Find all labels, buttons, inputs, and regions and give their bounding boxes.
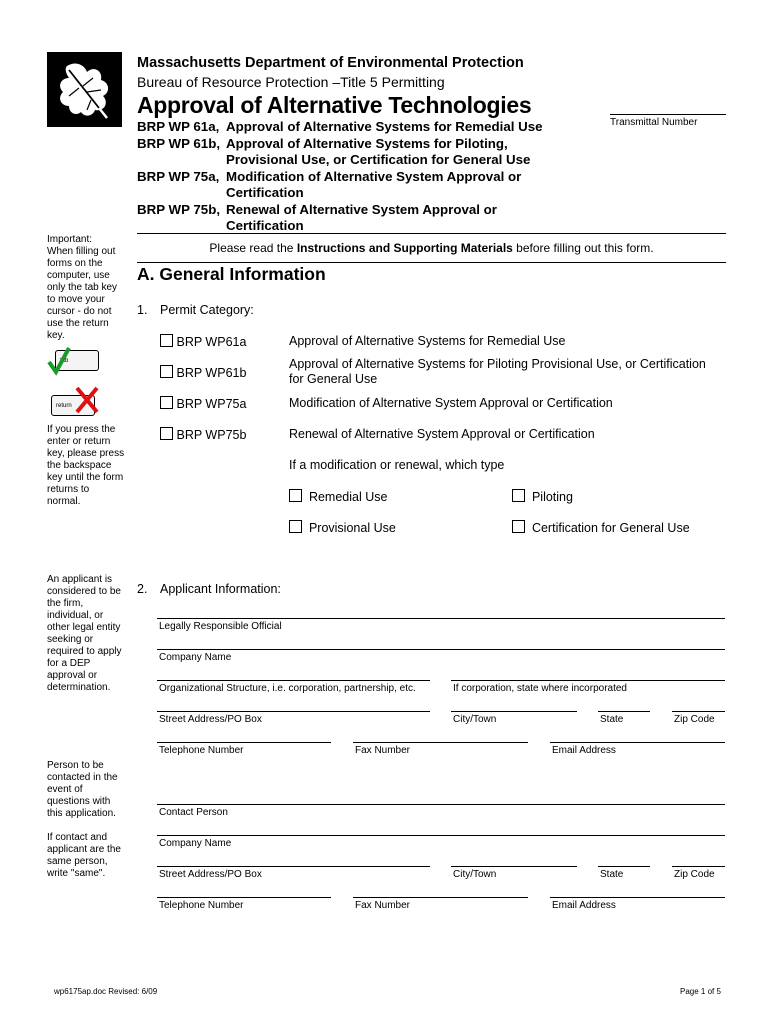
contact-fax-field[interactable]: [353, 897, 528, 898]
form-desc-cont: Certification: [226, 218, 304, 233]
form-desc: Approval of Alternative Systems for Piloting,: [226, 135, 508, 151]
section-a-title: A. General Information: [137, 264, 326, 284]
contact-street-field[interactable]: [157, 866, 430, 867]
category-wp75b[interactable]: BRP WP75b: [160, 427, 246, 442]
form-list: [137, 119, 543, 235]
checkbox[interactable]: [160, 396, 173, 409]
city-field[interactable]: [451, 711, 577, 712]
transmittal-number-field[interactable]: [610, 114, 726, 115]
form-desc: Renewal of Alternative System Approval or: [226, 201, 497, 217]
category-wp75a[interactable]: BRP WP75a: [160, 396, 246, 411]
important-note: Important: When filling out forms on the computer, use only the tab key to move your cursor - do not use the return key.: [47, 234, 118, 341]
contact-phone-label: Telephone Number: [159, 900, 244, 911]
agency-name: Massachusetts Department of Environmental Protection: [137, 55, 524, 71]
fax-label: Fax Number: [355, 745, 411, 756]
footer-revision: wp6175ap.doc Revised: 6/09: [54, 987, 158, 996]
instructions-note: Please read the Instructions and Supporting Materials before filling out this form.: [209, 241, 654, 255]
divider: [137, 262, 726, 263]
form-code: BRP WP 75b,: [137, 201, 221, 217]
applicant-note: An applicant is considered to be the firm, individual, or other legal entity seeking or required to apply for a DEP approval or determination.: [47, 574, 122, 693]
enter-key-note: If you press the enter or return key, please press the backspace key until the form returns to normal.: [47, 424, 125, 507]
checkbox[interactable]: [512, 489, 525, 502]
tab-key-icon: tab: [55, 350, 99, 371]
official-label: Legally Responsible Official: [159, 621, 282, 632]
contact-city-field[interactable]: [451, 866, 577, 867]
checkbox[interactable]: [512, 520, 525, 533]
city-label: City/Town: [453, 714, 497, 725]
type-certification[interactable]: Certification for General Use: [512, 520, 690, 535]
fax-field[interactable]: [353, 742, 528, 743]
bureau-name: Bureau of Resource Protection –Title 5 Permitting: [137, 74, 445, 90]
phone-field[interactable]: [157, 742, 331, 743]
checkbox[interactable]: [289, 520, 302, 533]
transmittal-number-label: Transmittal Number: [610, 117, 698, 128]
org-structure-field[interactable]: [157, 680, 430, 681]
state-label: State: [600, 714, 624, 725]
zip-field[interactable]: [672, 711, 725, 712]
divider: [137, 233, 726, 234]
form-desc: Approval of Alternative Systems for Remedial Use: [226, 119, 543, 134]
type-remedial-use[interactable]: Remedial Use: [289, 489, 387, 504]
contact-state-field[interactable]: [598, 866, 650, 867]
state-field[interactable]: [598, 711, 650, 712]
category-desc: Approval of Alternative Systems for Remedial Use: [289, 334, 566, 348]
q2-number: 2.: [137, 582, 148, 596]
page-number: Page 1 of 5: [680, 987, 721, 996]
contact-street-label: Street Address/PO Box: [159, 869, 262, 880]
form-code: BRP WP 61b,: [137, 135, 221, 151]
checkbox[interactable]: [160, 334, 173, 347]
email-label: Email Address: [552, 745, 616, 756]
checkbox[interactable]: [160, 427, 173, 440]
category-wp61a[interactable]: BRP WP61a: [160, 334, 246, 349]
q2-label: Applicant Information:: [160, 582, 281, 596]
form-desc-cont: Certification: [226, 185, 304, 200]
state-incorporated-label: If corporation, state where incorporated: [453, 683, 627, 694]
email-field[interactable]: [550, 742, 725, 743]
street-field[interactable]: [157, 711, 430, 712]
checkmark-icon: [47, 346, 71, 376]
contact-note: Person to be contacted in the event of questions with this application.: [47, 760, 118, 819]
contact-company-field[interactable]: [157, 835, 725, 836]
same-person-note: If contact and applicant are the same person, write "same".: [47, 832, 121, 879]
contact-phone-field[interactable]: [157, 897, 331, 898]
state-incorporated-field[interactable]: [451, 680, 725, 681]
contact-city-label: City/Town: [453, 869, 497, 880]
oak-leaf-icon: [47, 52, 122, 127]
q1-number: 1.: [137, 303, 148, 317]
company-label: Company Name: [159, 652, 232, 663]
contact-email-label: Email Address: [552, 900, 616, 911]
form-title: Approval of Alternative Technologies: [137, 92, 532, 118]
zip-label: Zip Code: [674, 714, 715, 725]
street-label: Street Address/PO Box: [159, 714, 262, 725]
contact-person-field[interactable]: [157, 804, 725, 805]
category-wp61b[interactable]: BRP WP61b: [160, 365, 246, 380]
category-desc: Modification of Alternative System Approval or Certification: [289, 396, 613, 410]
form-code: BRP WP 61a,: [137, 119, 220, 134]
form-code: BRP WP 75a,: [137, 168, 220, 184]
form-desc: Modification of Alternative System Approval or: [226, 168, 522, 184]
official-field[interactable]: [157, 618, 725, 619]
type-provisional-use[interactable]: Provisional Use: [289, 520, 396, 535]
contact-state-label: State: [600, 869, 624, 880]
contact-email-field[interactable]: [550, 897, 725, 898]
checkbox[interactable]: [160, 365, 173, 378]
type-piloting[interactable]: Piloting: [512, 489, 573, 504]
contact-zip-field[interactable]: [672, 866, 725, 867]
checkbox[interactable]: [289, 489, 302, 502]
contact-zip-label: Zip Code: [674, 869, 715, 880]
form-desc-cont: Provisional Use, or Certification for General Use: [226, 152, 531, 167]
return-key-icon: return: [51, 395, 95, 416]
category-desc: Approval of Alternative Systems for Piloting Provisional Use, or Certification for General Use: [289, 357, 706, 386]
contact-fax-label: Fax Number: [355, 900, 411, 911]
phone-label: Telephone Number: [159, 745, 244, 756]
massdep-logo: [47, 52, 122, 127]
q1-label: Permit Category:: [160, 303, 254, 317]
org-structure-label: Organizational Structure, i.e. corporation, partnership, etc.: [159, 683, 416, 694]
type-question: If a modification or renewal, which type: [289, 458, 505, 472]
contact-company-label: Company Name: [159, 838, 232, 849]
red-x-icon: [73, 385, 101, 415]
company-field[interactable]: [157, 649, 725, 650]
contact-person-label: Contact Person: [159, 807, 228, 818]
category-desc: Renewal of Alternative System Approval or Certification: [289, 427, 595, 441]
